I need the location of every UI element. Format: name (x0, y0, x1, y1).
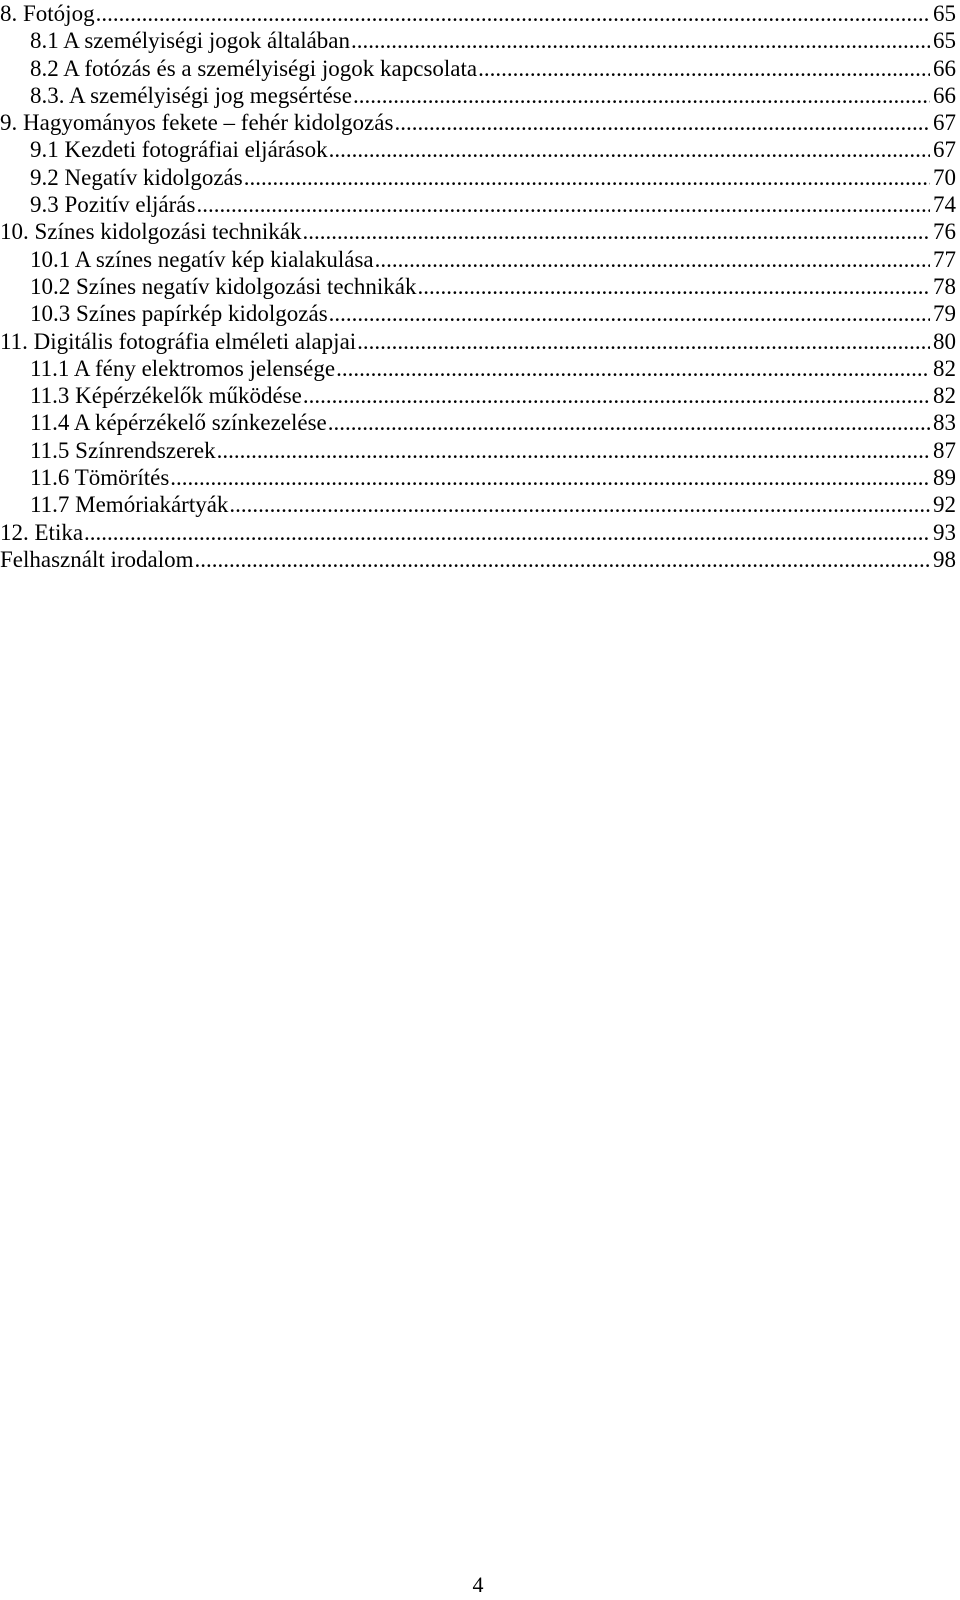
toc-entry-title: 10.3 Színes papírkép kidolgozás (30, 301, 328, 327)
toc-dot-leader (351, 27, 930, 54)
toc-entry-title: 11.3 Képérzékelők működése (30, 383, 302, 409)
toc-entry-title: 10.2 Színes negatív kidolgozási technikák (30, 273, 417, 299)
toc-entry-title: 8. Fotójog (0, 1, 95, 26)
toc-entry[interactable] (0, 409, 956, 436)
toc-entry-title: 11.6 Tömörítés (30, 465, 170, 491)
toc-entry-page: 80 (933, 328, 956, 354)
toc-entry-page: 66 (933, 82, 956, 108)
toc-entry[interactable] (0, 491, 956, 518)
toc-entry-title: Felhasznált irodalom (0, 546, 194, 572)
toc-entry-page: 89 (933, 465, 956, 491)
toc-entry-page: 93 (933, 519, 956, 545)
toc-entry-page: 82 (933, 355, 956, 381)
toc-dot-leader (329, 300, 930, 327)
toc-dot-leader (303, 218, 931, 245)
toc-entry-title: 11.4 A képérzékelő színkezelése (30, 410, 327, 436)
toc-dot-leader (170, 464, 930, 491)
toc-entry[interactable] (0, 82, 956, 109)
toc-entry-page: 87 (933, 437, 956, 463)
page-number: 4 (472, 1572, 484, 1597)
toc-entry-page: 92 (933, 492, 956, 518)
toc-entry-title: 11.1 A fény elektromos jelensége (30, 355, 336, 381)
toc-entry-title: 10. Színes kidolgozási technikák (0, 219, 302, 245)
toc-dot-leader (195, 546, 930, 573)
toc-entry-title: 11.7 Memóriakártyák (30, 492, 229, 518)
toc-entry[interactable] (0, 27, 956, 54)
toc-entry[interactable] (0, 218, 956, 245)
toc-dot-leader (217, 437, 930, 464)
toc-entry[interactable] (0, 191, 956, 218)
table-of-contents (0, 0, 956, 573)
toc-entry-page: 67 (933, 137, 956, 163)
toc-entry-title: 8.3. A személyiségi jog megsértése (30, 82, 352, 108)
toc-dot-leader (478, 55, 930, 82)
toc-entry-title: 8.2 A fotózás és a személyiségi jogok kapcsolata (30, 55, 478, 81)
toc-dot-leader (196, 191, 930, 218)
toc-entry[interactable] (0, 273, 956, 300)
toc-dot-leader (303, 382, 930, 409)
toc-entry[interactable] (0, 464, 956, 491)
toc-dot-leader (84, 519, 930, 546)
toc-entry-page: 82 (933, 383, 956, 409)
toc-dot-leader (329, 136, 930, 163)
toc-dot-leader (353, 82, 930, 109)
toc-entry[interactable] (0, 55, 956, 82)
toc-entry-title: 9.2 Negatív kidolgozás (30, 164, 243, 190)
toc-entry-title: 8.1 A személyiségi jogok általában (30, 28, 351, 54)
toc-entry-page: 77 (933, 246, 956, 272)
toc-entry-title: 11. Digitális fotográfia elméleti alapjai (0, 328, 357, 354)
toc-entry[interactable] (0, 0, 956, 27)
toc-entry[interactable] (0, 300, 956, 327)
toc-entry-page: 66 (933, 55, 956, 81)
toc-entry-page: 65 (933, 1, 956, 26)
toc-entry-page: 83 (933, 410, 956, 436)
toc-entry-title: 12. Etika (0, 519, 84, 545)
toc-entry-page: 78 (933, 273, 956, 299)
toc-entry[interactable] (0, 519, 956, 546)
toc-entry[interactable] (0, 164, 956, 191)
toc-entry[interactable] (0, 136, 956, 163)
toc-dot-leader (417, 273, 930, 300)
toc-entry-page: 67 (933, 110, 956, 136)
toc-dot-leader (244, 164, 930, 191)
toc-entry-title: 9. Hagyományos fekete – fehér kidolgozás (0, 110, 394, 136)
toc-entry[interactable] (0, 355, 956, 382)
toc-entry[interactable] (0, 382, 956, 409)
toc-entry-page: 70 (933, 164, 956, 190)
toc-entry-page: 76 (933, 219, 956, 245)
toc-entry-page: 98 (933, 546, 956, 572)
toc-entry-page: 79 (933, 301, 956, 327)
toc-entry-title: 10.1 A színes negatív kép kialakulása (30, 246, 374, 272)
toc-entry[interactable] (0, 328, 956, 355)
toc-dot-leader (394, 109, 930, 136)
toc-dot-leader (336, 355, 930, 382)
toc-dot-leader (96, 0, 930, 27)
toc-entry[interactable] (0, 109, 956, 136)
toc-entry[interactable] (0, 246, 956, 273)
toc-dot-leader (328, 409, 930, 436)
toc-entry[interactable] (0, 546, 956, 573)
toc-dot-leader (357, 328, 930, 355)
toc-entry-title: 9.1 Kezdeti fotográfiai eljárások (30, 137, 328, 163)
toc-dot-leader (375, 246, 930, 273)
toc-entry-page: 74 (933, 192, 956, 218)
toc-dot-leader (229, 491, 930, 518)
toc-entry-title: 11.5 Színrendszerek (30, 437, 216, 463)
toc-entry-page: 65 (933, 28, 956, 54)
toc-entry[interactable] (0, 437, 956, 464)
toc-entry-title: 9.3 Pozitív eljárás (30, 192, 196, 218)
